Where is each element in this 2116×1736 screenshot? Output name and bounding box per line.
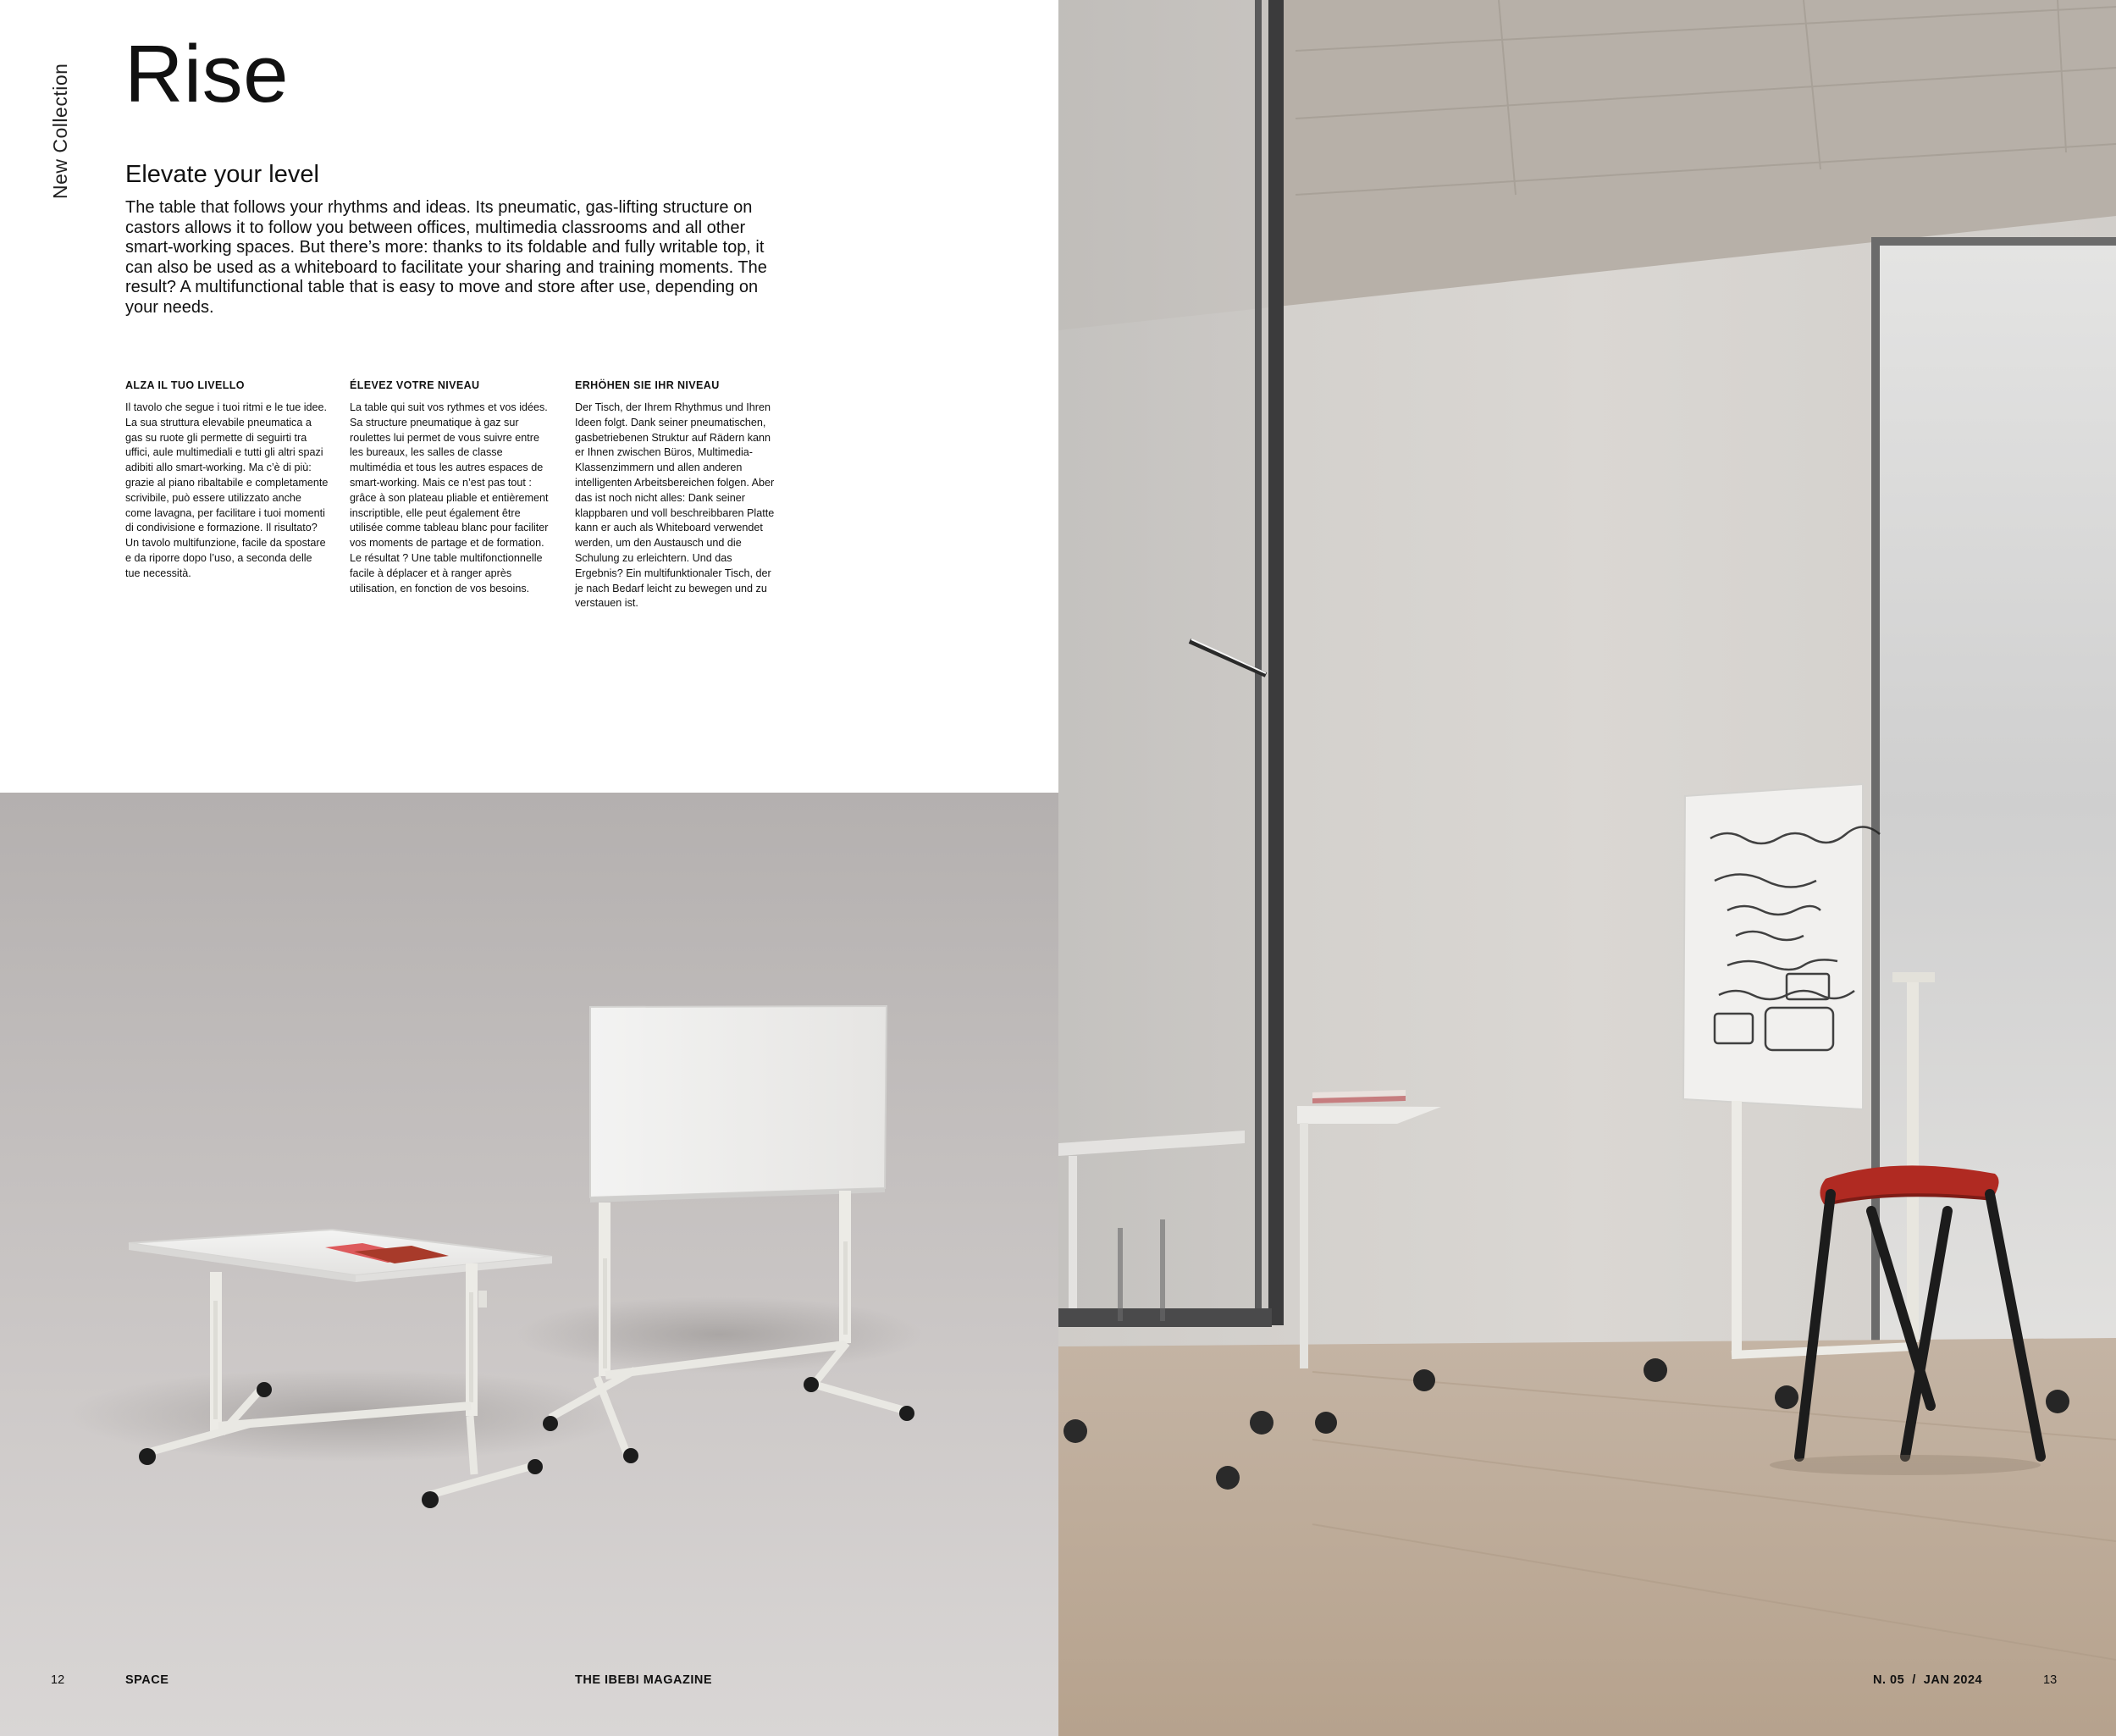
column-body: La table qui suit vos rythmes et vos idées. Sa structure pneumatique à gaz sur roulettes lui permet de vous suivre entre les bureaux, les salles de classe multimédia et tous les autres espaces de smart-working. Mais ce n’est pas tout : grâce à son plateau pliable et entièrement inscriptible, elle peut également être utilisée comme tableau blanc pour faciliter vos moments de partage et de formation. Le résultat ? Une table multifonctionnelle facile à déplacer et à ranger après utilisation, en fonction de vos besoins. xyxy=(350,401,549,594)
column-body: Il tavolo che segue i tuoi ritmi e le tue idee. La sua struttura elevabile pneumatica a gas su ruote gli permette di seguirti tra uffici, aule multimediali e tutti gli altri spazi adibiti allo smart-working. Ma c’è di più: grazie al piano ribaltabile e completamente scrivibile, può essere utilizzato anche come lavagna, per facilitare i tuoi momenti di condivisione e formazione. Il risultato? Un tavolo multifunzione, facile da spostare e da riporre dopo l’uso, a seconda delle tue necessità. xyxy=(125,401,329,579)
magazine-name: THE IBEBI MAGAZINE xyxy=(575,1673,713,1687)
product-photo-illustration xyxy=(0,793,1058,1736)
column-body: Der Tisch, der Ihrem Rhythmus und Ihren Ideen folgt. Dank seiner pneumatischen, gasbetriebenen Struktur auf Rädern kann er Ihnen zwischen Büros, Multimedia-Klassenzimmern und allen anderen intelligenten Arbeitsbereichen folgen. Aber das ist noch nicht alles: Dank seiner klappbaren und voll beschreibbaren Platte kann er auch als Whiteboard verwendet werden, um den Austausch und die Schulung zu erleichtern. Und das Ergebnis? Ein multifunktionaler Tisch, der je nach Bedarf leicht zu bewegen und zu verstauen ist. xyxy=(575,401,775,610)
intro-paragraph: The table that follows your rhythms and ideas. Its pneumatic, gas-lifting structure on castors allows it to follow you between offices, multimedia classrooms and all other smart-working spaces. But there’s more: thanks to its foldable and fully writable top, it can also be used as a whiteboard to facilitate your sharing and training moments. The result? A multifunctional table that is easy to move and store after use, depending on your needs. xyxy=(125,198,767,317)
lifestyle-photo xyxy=(1058,0,2116,1736)
section-side-label: New Collection xyxy=(49,63,71,199)
column-heading: ERHÖHEN SIE IHR NIVEAU xyxy=(575,379,720,391)
article-title: Rise xyxy=(124,29,290,119)
page-number-right: 13 xyxy=(2043,1673,2058,1687)
article-subtitle: Elevate your level xyxy=(125,161,319,188)
column-italian xyxy=(125,379,329,582)
folded-table xyxy=(543,1006,914,1463)
page-number-left: 12 xyxy=(51,1673,65,1687)
lifestyle-photo-illustration xyxy=(1058,0,2116,1736)
column-french xyxy=(350,379,553,596)
section-name: SPACE xyxy=(125,1673,169,1687)
column-heading: ALZA IL TUO LIVELLO xyxy=(125,379,245,391)
issue-date: N. 05 / JAN 2024 xyxy=(1873,1673,1983,1687)
product-photo xyxy=(0,793,1058,1736)
column-heading: ÉLEVEZ VOTRE NIVEAU xyxy=(350,379,480,391)
column-german xyxy=(575,379,778,611)
